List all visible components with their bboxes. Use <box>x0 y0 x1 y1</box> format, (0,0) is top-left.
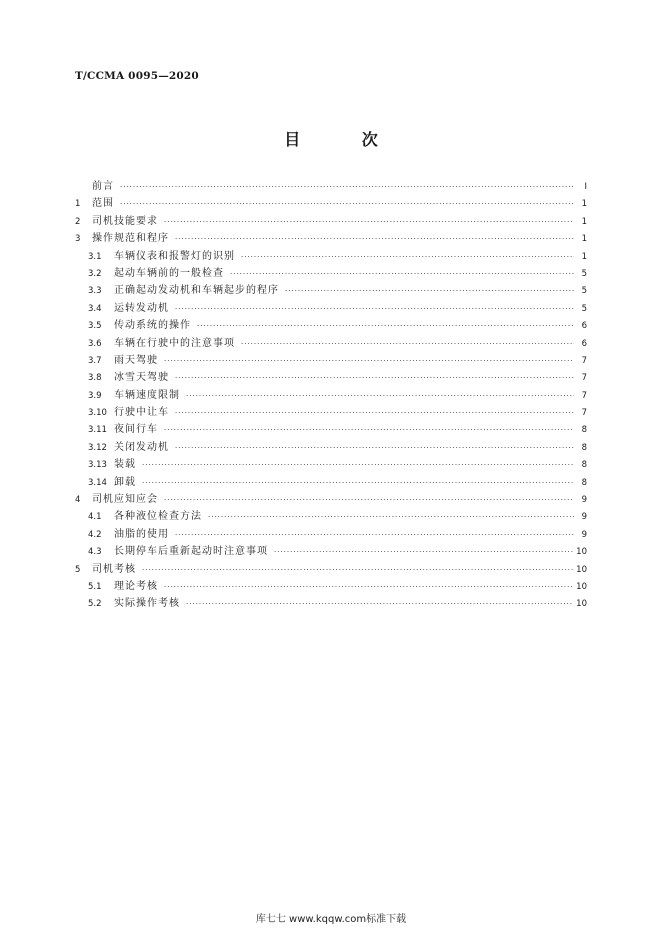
toc-leader-dots <box>175 301 574 318</box>
toc-entry[interactable] <box>75 248 587 265</box>
toc-entry-number: 1 <box>75 199 81 210</box>
toc-entry-number: 3.14 <box>88 477 107 488</box>
toc-entry-page: 6 <box>581 338 587 349</box>
toc-entry-title: 关闭发动机 <box>114 441 169 453</box>
toc-entry-page: 1 <box>581 216 587 227</box>
toc-entry-number: 3.9 <box>88 390 102 401</box>
toc-leader-dots <box>175 370 574 387</box>
toc-entry-page: 8 <box>581 460 587 471</box>
toc-entry[interactable] <box>75 300 587 317</box>
toc-entry-page: 10 <box>576 564 587 575</box>
toc-entry-page: 5 <box>581 286 587 297</box>
toc-entry[interactable] <box>75 369 587 386</box>
toc-entry-title: 范围 <box>92 198 114 210</box>
toc-entry-page: 7 <box>581 355 587 366</box>
toc-entry-page: 7 <box>581 390 587 401</box>
toc-entry-number: 4.2 <box>88 529 102 540</box>
toc-entry[interactable] <box>75 578 587 595</box>
toc-entry-number: 3.1 <box>88 251 102 262</box>
table-of-contents <box>75 178 587 613</box>
toc-entry-number: 5.1 <box>88 581 102 592</box>
toc-leader-dots <box>164 214 574 231</box>
toc-entry-number: 3.4 <box>88 303 102 314</box>
document-code: T/CCMA 0095—2020 <box>75 70 199 82</box>
toc-entry-page: 1 <box>581 199 587 210</box>
toc-leader-dots <box>164 422 574 439</box>
toc-leader-dots <box>175 231 574 248</box>
toc-entry-title: 传动系统的操作 <box>114 320 191 332</box>
toc-entry-page: 9 <box>581 512 587 523</box>
footer-watermark: 库七七 www.kqqw.com标准下载 <box>255 914 407 925</box>
toc-entry-page: 6 <box>581 321 587 332</box>
toc-entry-title: 冰雪天驾驶 <box>114 372 169 384</box>
toc-entry-number: 3.5 <box>88 321 102 332</box>
toc-entry-title: 各种液位检查方法 <box>114 511 202 523</box>
toc-entry-title: 车辆在行驶中的注意事项 <box>114 337 235 349</box>
toc-entry[interactable] <box>75 456 587 473</box>
toc-entry-page: 5 <box>581 268 587 279</box>
toc-leader-dots <box>142 475 574 492</box>
toc-entry-title: 夜间行车 <box>114 424 158 436</box>
toc-entry[interactable] <box>75 265 587 282</box>
toc-leader-dots <box>186 596 573 613</box>
toc-leader-dots <box>241 336 574 353</box>
toc-entry-number: 5.2 <box>88 599 102 610</box>
toc-leader-dots <box>120 179 574 196</box>
toc-entry-number: 2 <box>75 216 81 227</box>
toc-entry-title: 司机考核 <box>92 563 136 575</box>
toc-entry-number: 3.7 <box>88 355 102 366</box>
toc-entry-page: 10 <box>576 599 587 610</box>
toc-entry-title: 长期停车后重新起动时注意事项 <box>114 546 268 558</box>
toc-entry-title: 司机应知应会 <box>92 494 158 506</box>
toc-leader-dots <box>142 457 574 474</box>
toc-entry-page: 8 <box>581 477 587 488</box>
toc-leader-dots <box>230 266 574 283</box>
toc-leader-dots <box>241 249 574 266</box>
toc-entry[interactable] <box>75 317 587 334</box>
toc-entry-page: 9 <box>581 495 587 506</box>
toc-leader-dots <box>274 544 573 561</box>
toc-entry-page: 1 <box>581 234 587 245</box>
toc-entry-title: 正确起动发动机和车辆起步的程序 <box>114 285 279 297</box>
toc-entry-number: 3.2 <box>88 268 102 279</box>
toc-entry-title: 装载 <box>114 459 136 471</box>
toc-entry[interactable] <box>75 213 587 230</box>
toc-entry[interactable] <box>75 352 587 369</box>
toc-leader-dots <box>175 527 574 544</box>
toc-entry-page: 10 <box>576 581 587 592</box>
toc-entry-title: 运转发动机 <box>114 302 169 314</box>
toc-entry-page: 9 <box>581 529 587 540</box>
toc-entry[interactable] <box>75 439 587 456</box>
toc-entry-title: 雨天驾驶 <box>114 354 158 366</box>
toc-entry-title: 实际操作考核 <box>114 598 180 610</box>
toc-entry[interactable] <box>75 195 587 212</box>
toc-entry[interactable] <box>75 404 587 421</box>
toc-entry[interactable] <box>75 543 587 560</box>
toc-leader-dots <box>285 283 574 300</box>
toc-entry-title: 车辆速度限制 <box>114 389 180 401</box>
toc-entry[interactable] <box>75 491 587 508</box>
toc-leader-dots <box>120 196 574 213</box>
toc-entry-number: 3.11 <box>88 425 107 436</box>
toc-leader-dots <box>186 388 574 405</box>
toc-entry-number: 4 <box>75 495 81 506</box>
toc-leader-dots <box>164 353 574 370</box>
toc-entry-page: I <box>584 182 587 192</box>
toc-entry-page: 10 <box>576 547 587 558</box>
toc-entry-title: 操作规范和程序 <box>92 233 169 245</box>
toc-entry[interactable] <box>75 178 587 195</box>
toc-entry-page: 5 <box>581 303 587 314</box>
toc-entry-title: 车辆仪表和报警灯的识别 <box>114 250 235 262</box>
toc-entry-title: 油脂的使用 <box>114 528 169 540</box>
toc-entry-page: 8 <box>581 425 587 436</box>
toc-leader-dots <box>164 579 573 596</box>
toc-entry-number: 3 <box>75 234 81 245</box>
toc-entry[interactable] <box>75 230 587 247</box>
toc-entry[interactable] <box>75 561 587 578</box>
toc-leader-dots <box>142 562 573 579</box>
toc-entry-number: 3.3 <box>88 286 102 297</box>
toc-entry-title: 司机技能要求 <box>92 215 158 227</box>
toc-entry-number: 4.3 <box>88 547 102 558</box>
toc-leader-dots <box>208 509 574 526</box>
toc-entry-page: 1 <box>581 251 587 262</box>
toc-entry[interactable] <box>75 335 587 352</box>
toc-leader-dots <box>164 492 574 509</box>
toc-entry-number: 4.1 <box>88 512 102 523</box>
toc-entry[interactable] <box>75 282 587 299</box>
toc-entry-title: 理论考核 <box>114 580 158 592</box>
toc-entry-title: 前言 <box>92 181 114 192</box>
toc-entry-number: 5 <box>75 564 81 575</box>
toc-leader-dots <box>175 405 574 422</box>
toc-entry-number: 3.12 <box>88 442 107 453</box>
toc-entry[interactable] <box>75 474 587 491</box>
toc-entry[interactable] <box>75 387 587 404</box>
toc-entry-title: 卸载 <box>114 476 136 488</box>
toc-entry-page: 8 <box>581 442 587 453</box>
toc-entry-number: 3.13 <box>88 460 107 471</box>
toc-entry-page: 7 <box>581 408 587 419</box>
toc-entry[interactable] <box>75 595 587 612</box>
toc-entry[interactable] <box>75 526 587 543</box>
toc-leader-dots <box>197 318 574 335</box>
page-title: 目 次 <box>284 130 406 149</box>
toc-entry[interactable] <box>75 421 587 438</box>
toc-entry[interactable] <box>75 508 587 525</box>
toc-entry-title: 起动车辆前的一般检查 <box>114 267 224 279</box>
toc-leader-dots <box>175 440 574 457</box>
toc-entry-number: 3.10 <box>88 408 107 419</box>
toc-entry-number: 3.6 <box>88 338 102 349</box>
toc-entry-title: 行驶中让车 <box>114 407 169 419</box>
toc-entry-number: 3.8 <box>88 373 102 384</box>
toc-entry-page: 7 <box>581 373 587 384</box>
